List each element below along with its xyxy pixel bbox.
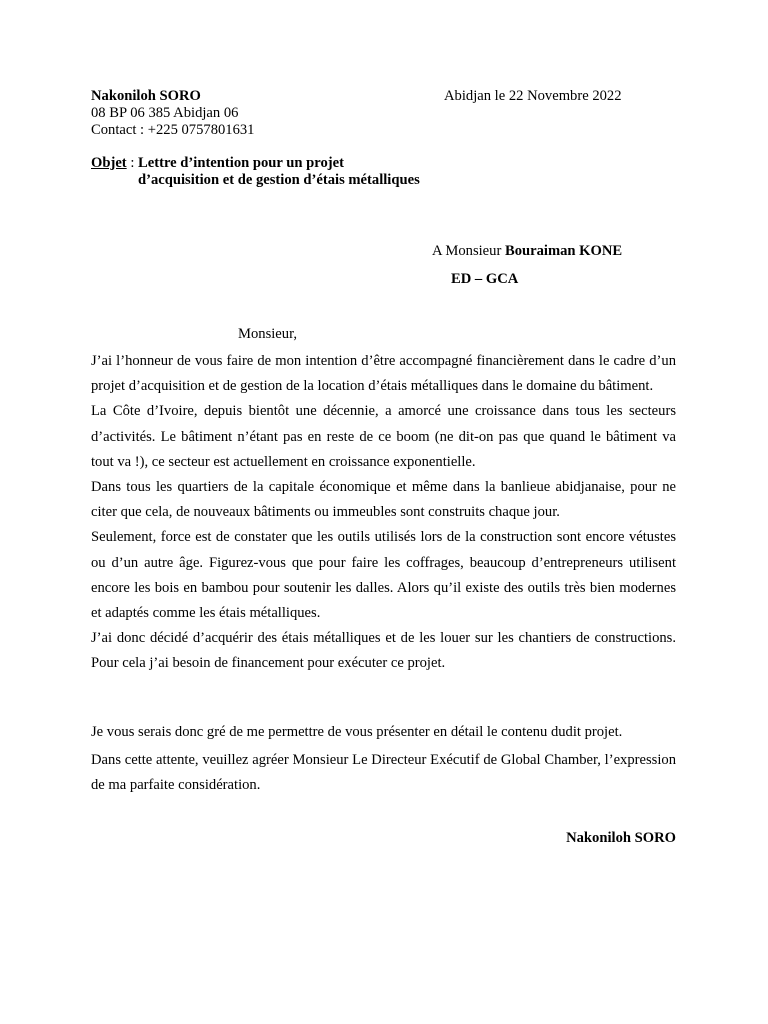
closing-paragraph-1: Je vous serais donc gré de me permettre de vous présenter en détail le contenu dudit projet. — [91, 724, 623, 740]
recipient-name: Bouraiman KONE — [504, 243, 623, 259]
recipient-line — [432, 241, 622, 261]
sender-address: 08 BP 06 385 Abidjan 06 — [91, 105, 239, 121]
letter-body — [91, 349, 676, 677]
subject-line2: d’acquisition et de gestion d’étais métalliques — [138, 172, 420, 188]
body-paragraph-1: J’ai l’honneur de vous faire de mon intention d’être accompagné financièrement dans le cadre d’un projet d’acquisition et de gestion de la location d’étais métalliques dans le domaine du bâtiment. — [91, 353, 676, 395]
subject-separator: : — [126, 155, 139, 171]
subject-line1: Lettre d’intention pour un projet — [138, 155, 344, 171]
place-date: Abidjan le 22 Novembre 2022 — [444, 88, 622, 104]
recipient-prefix: A Monsieur — [432, 243, 505, 259]
body-paragraph-5: J’ai donc décidé d’acquérir des étais métalliques et de les louer sur les chantiers de constructions. Pour cela j’ai besoin de financement pour exécuter ce projet. — [91, 630, 676, 672]
sender-name: Nakoniloh SORO — [91, 88, 201, 104]
subject-label: Objet — [91, 155, 127, 171]
salutation: Monsieur, — [238, 326, 298, 342]
signature-name: Nakoniloh SORO — [566, 830, 676, 846]
closing-paragraph-2: Dans cette attente, veuillez agréer Monsieur Le Directeur Exécutif de Global Chamber, l’expression de ma parfaite considération. — [91, 752, 676, 793]
body-paragraph-3: Dans tous les quartiers de la capitale économique et même dans la banlieue abidjanaise, pour ne citer que cela, de nouveaux bâtiments ou immeubles sont construits chaque jour. — [91, 479, 676, 521]
sender-contact: Contact : +225 0757801631 — [91, 122, 255, 138]
recipient-org: ED – GCA — [451, 271, 519, 287]
body-paragraph-2: La Côte d’Ivoire, depuis bientôt une décennie, a amorcé une croissance dans tous les secteurs d’activités. Le bâtiment n’étant pas en reste de ce boom (ne dit-on pas que quand le bâtiment va tout va !), ce secteur est actuellement en croissance exponentielle. — [91, 403, 676, 470]
closing-block — [91, 720, 676, 798]
body-paragraph-4: Seulement, force est de constater que les outils utilisés lors de la construction sont encore vétustes ou d’un autre âge. Figurez-vous que pour faire les coffrages, beaucoup d’entrepreneurs utilisent encore les bois en bambou pour soutenir les dalles. Alors qu’il existe des outils très bien modernes et adaptés comme les étais métalliques. — [91, 529, 676, 622]
